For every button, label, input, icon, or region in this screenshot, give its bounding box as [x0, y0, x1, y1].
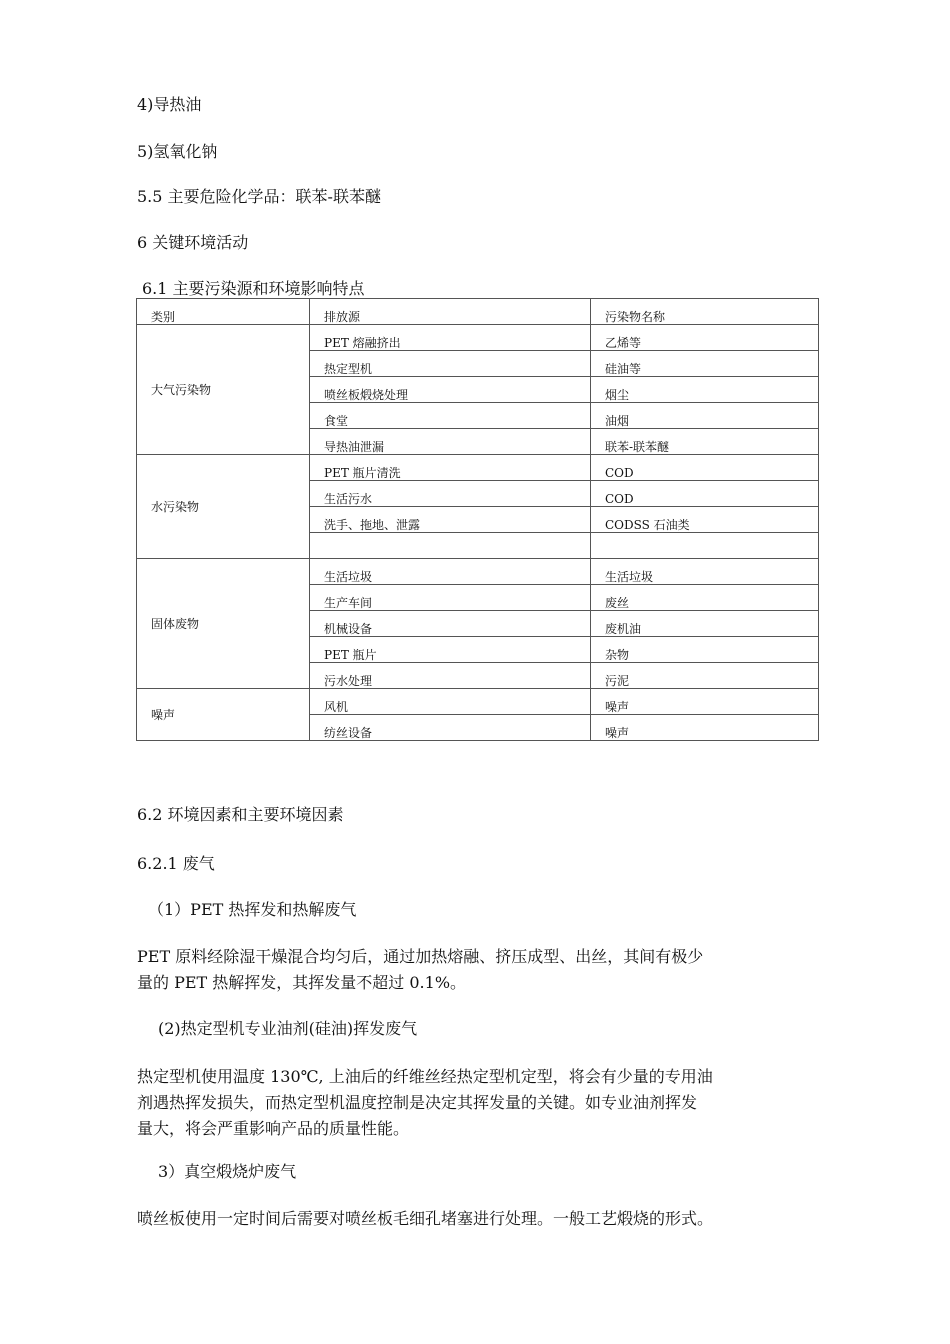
section-6-1-heading: 6.1 主要污染源和环境影响特点	[142, 279, 365, 298]
paragraph-pet-volatilization	[137, 944, 827, 996]
subsection-1-heading: （1）PET 热挥发和热解废气	[148, 900, 357, 919]
table-row	[137, 559, 819, 585]
source-cell: 生活污水	[310, 481, 591, 507]
pollutant-cell: 油烟	[591, 403, 819, 429]
paragraph-heat-setting	[137, 1064, 827, 1142]
source-cell: 机械设备	[310, 611, 591, 637]
section-6-heading: 6 关键环境活动	[137, 233, 249, 252]
source-cell: 洗手、拖地、泄露	[310, 507, 591, 533]
pollution-source-table	[136, 298, 819, 741]
source-cell: 纺丝设备	[310, 715, 591, 741]
pollutant-cell: 废机油	[591, 611, 819, 637]
category-cell: 水污染物	[137, 455, 310, 559]
table-row	[137, 325, 819, 351]
list-item-heat-transfer-oil: 4)导热油	[137, 95, 202, 114]
pollutant-cell: COD	[591, 455, 819, 481]
pollutant-cell: 污泥	[591, 663, 819, 689]
source-cell: 生产车间	[310, 585, 591, 611]
subsection-3-heading: 3）真空煅烧炉废气	[158, 1162, 297, 1181]
header-category: 类别	[137, 299, 310, 325]
header-source: 排放源	[310, 299, 591, 325]
section-5-5-heading: 5.5 主要危险化学品：联苯-联苯醚	[137, 187, 381, 206]
source-cell: PET 瓶片清洗	[310, 455, 591, 481]
source-cell: 热定型机	[310, 351, 591, 377]
pollutant-cell: 生活垃圾	[591, 559, 819, 585]
source-cell: PET 瓶片	[310, 637, 591, 663]
table-row	[137, 689, 819, 715]
header-pollutant: 污染物名称	[591, 299, 819, 325]
section-6-2-1-heading: 6.2.1 废气	[137, 854, 215, 873]
source-cell: 生活垃圾	[310, 559, 591, 585]
table-header-row	[137, 299, 819, 325]
source-cell: 导热油泄漏	[310, 429, 591, 455]
paragraph-line: 热定型机使用温度 130℃, 上油后的纤维丝经热定型机定型，将会有少量的专用油	[137, 1067, 713, 1086]
pollutant-cell: 乙烯等	[591, 325, 819, 351]
section-6-2-heading: 6.2 环境因素和主要环境因素	[137, 805, 344, 824]
source-cell: 食堂	[310, 403, 591, 429]
category-cell: 噪声	[137, 689, 310, 741]
pollutant-cell: 废丝	[591, 585, 819, 611]
paragraph-spinneret-calcination	[137, 1206, 827, 1232]
source-cell: 污水处理	[310, 663, 591, 689]
list-item-sodium-hydroxide: 5)氢氧化钠	[137, 142, 218, 161]
source-cell: 风机	[310, 689, 591, 715]
pollutant-cell: 噪声	[591, 715, 819, 741]
paragraph-line: 喷丝板使用一定时间后需要对喷丝板毛细孔堵塞进行处理。一般工艺煅烧的形式。	[137, 1209, 714, 1228]
subsection-2-heading: (2)热定型机专业油剂(硅油)挥发废气	[158, 1019, 418, 1038]
paragraph-line: 量大，将会严重影响产品的质量性能。	[137, 1119, 410, 1138]
pollutant-cell: 噪声	[591, 689, 819, 715]
pollutant-cell: 联苯-联苯醚	[591, 429, 819, 455]
source-cell: PET 熔融挤出	[310, 325, 591, 351]
pollutant-cell: COD	[591, 481, 819, 507]
paragraph-line: 量的 PET 热解挥发，其挥发量不超过 0.1%。	[137, 973, 467, 992]
pollutant-cell: 硅油等	[591, 351, 819, 377]
pollutant-cell: 杂物	[591, 637, 819, 663]
source-cell: 喷丝板煅烧处理	[310, 377, 591, 403]
table-row	[137, 455, 819, 481]
pollutant-cell: CODSS 石油类	[591, 507, 819, 533]
category-cell: 固体废物	[137, 559, 310, 689]
pollutant-cell: 烟尘	[591, 377, 819, 403]
paragraph-line: 剂遇热挥发损失，而热定型机温度控制是决定其挥发量的关键。如专业油剂挥发	[137, 1093, 698, 1112]
category-cell: 大气污染物	[137, 325, 310, 455]
paragraph-line: PET 原料经除湿干燥混合均匀后，通过加热熔融、挤压成型、出丝，其间有极少	[137, 947, 704, 966]
pollutant-cell	[591, 533, 819, 559]
source-cell	[310, 533, 591, 559]
